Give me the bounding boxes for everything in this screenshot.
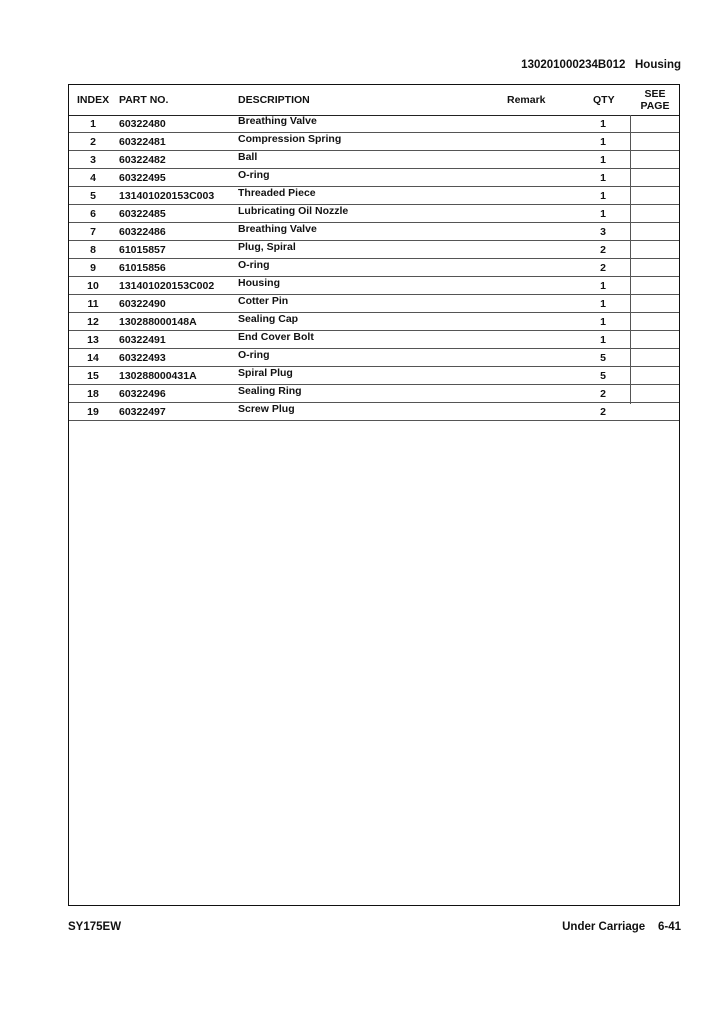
table-row [69, 277, 679, 295]
column-header-see: SEE [644, 88, 666, 100]
cell-index: 12 [87, 316, 99, 328]
cell-part-no: 60322496 [119, 388, 166, 400]
cell-part-no: 60322480 [119, 118, 166, 130]
cell-index: 7 [90, 226, 96, 238]
cell-qty: 1 [600, 316, 606, 328]
cell-description: End Cover Bolt [238, 331, 314, 343]
column-header-remark: Remark [507, 94, 546, 106]
cell-qty: 3 [600, 226, 606, 238]
table-row [69, 115, 679, 133]
cell-qty: 1 [600, 118, 606, 130]
cell-description: Breathing Valve [238, 223, 317, 235]
cell-part-no: 130288000148A [119, 316, 197, 328]
column-header-index: INDEX [77, 94, 110, 106]
cell-qty: 2 [600, 262, 606, 274]
cell-qty: 1 [600, 334, 606, 346]
cell-index: 3 [90, 154, 96, 166]
cell-part-no: 60322486 [119, 226, 166, 238]
cell-part-no: 61015857 [119, 244, 166, 256]
cell-index: 19 [87, 406, 99, 418]
footer-model: SY175EW [68, 921, 122, 933]
table-header [69, 85, 679, 116]
cell-part-no: 60322482 [119, 154, 166, 166]
table-row [69, 385, 679, 403]
cell-index: 8 [90, 244, 96, 256]
cell-description: Sealing Cap [238, 313, 299, 325]
cell-description: Screw Plug [238, 403, 295, 415]
table-row [69, 331, 679, 349]
cell-index: 15 [87, 370, 99, 382]
cell-qty: 1 [600, 154, 606, 166]
table-row [69, 367, 679, 385]
cell-part-no: 60322481 [119, 136, 166, 148]
column-header-page: PAGE [640, 100, 670, 112]
cell-part-no: 60322485 [119, 208, 166, 220]
cell-qty: 2 [600, 244, 606, 256]
cell-part-no: 60322497 [119, 406, 166, 418]
table-row [69, 349, 679, 367]
column-header-part-no: PART NO. [119, 94, 169, 106]
cell-description: O-ring [238, 259, 270, 271]
cell-description: Breathing Valve [238, 115, 317, 127]
cell-description: O-ring [238, 169, 270, 181]
cell-index: 18 [87, 388, 99, 400]
cell-qty: 2 [600, 388, 606, 400]
cell-part-no: 130288000431A [119, 370, 197, 382]
cell-index: 1 [90, 118, 96, 130]
cell-index: 14 [87, 352, 99, 364]
cell-part-no: 60322495 [119, 172, 166, 184]
cell-index: 11 [87, 298, 99, 310]
table-row [69, 133, 679, 151]
cell-qty: 2 [600, 406, 606, 418]
table-row [69, 151, 679, 169]
cell-part-no: 131401020153C003 [119, 190, 215, 202]
cell-description: Ball [238, 151, 258, 163]
cell-description: O-ring [238, 349, 270, 361]
column-header-qty: QTY [593, 94, 615, 106]
table-row [69, 223, 679, 241]
page-header-title: 130201000234B012 Housing [521, 59, 681, 71]
cell-description: Sealing Ring [238, 385, 302, 397]
table-row [69, 403, 679, 421]
cell-index: 10 [87, 280, 99, 292]
cell-qty: 5 [600, 352, 606, 364]
table-row [69, 241, 679, 259]
cell-index: 6 [90, 208, 96, 220]
cell-qty: 1 [600, 298, 606, 310]
table-row [69, 205, 679, 223]
cell-index: 2 [90, 136, 96, 148]
column-header-see-page [637, 88, 673, 112]
parts-table [68, 84, 680, 906]
cell-description: Spiral Plug [238, 367, 293, 379]
cell-index: 9 [90, 262, 96, 274]
footer-section-page: Under Carriage 6-41 [562, 921, 681, 933]
cell-description: Housing [238, 277, 280, 289]
cell-description: Plug, Spiral [238, 241, 296, 253]
column-divider [630, 115, 631, 404]
cell-part-no: 60322493 [119, 352, 166, 364]
cell-description: Compression Spring [238, 133, 342, 145]
cell-part-no: 60322491 [119, 334, 166, 346]
table-row [69, 295, 679, 313]
cell-qty: 1 [600, 172, 606, 184]
cell-index: 4 [90, 172, 96, 184]
cell-index: 5 [90, 190, 96, 202]
cell-index: 13 [87, 334, 99, 346]
table-row [69, 259, 679, 277]
cell-part-no: 61015856 [119, 262, 166, 274]
cell-description: Cotter Pin [238, 295, 289, 307]
cell-qty: 1 [600, 280, 606, 292]
cell-part-no: 131401020153C002 [119, 280, 215, 292]
cell-qty: 5 [600, 370, 606, 382]
column-header-description: DESCRIPTION [238, 94, 310, 106]
cell-qty: 1 [600, 208, 606, 220]
cell-part-no: 60322490 [119, 298, 166, 310]
table-row [69, 169, 679, 187]
cell-qty: 1 [600, 136, 606, 148]
table-row [69, 313, 679, 331]
cell-description: Threaded Piece [238, 187, 316, 199]
cell-qty: 1 [600, 190, 606, 202]
table-body [69, 115, 679, 421]
table-row [69, 187, 679, 205]
cell-description: Lubricating Oil Nozzle [238, 205, 349, 217]
